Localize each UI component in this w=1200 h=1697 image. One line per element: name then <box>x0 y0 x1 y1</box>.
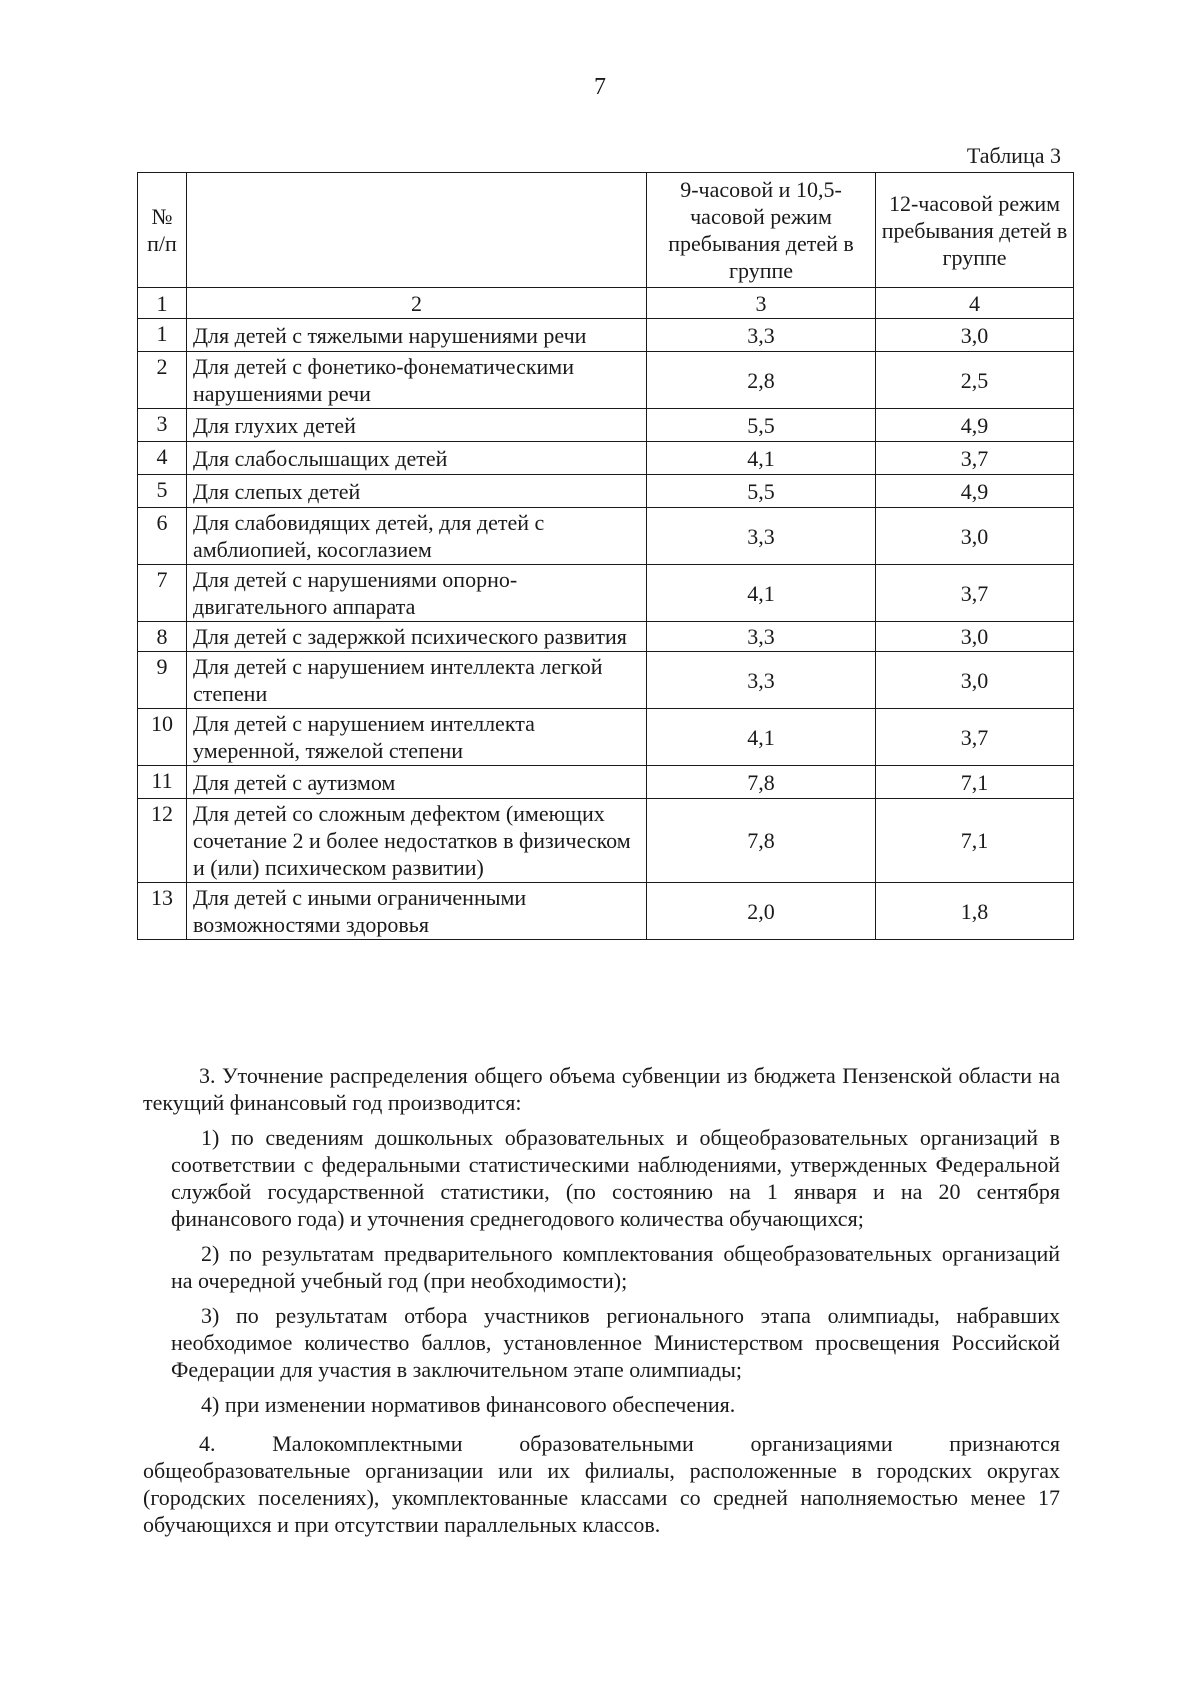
row-name: Для детей с задержкой психического развития <box>187 622 647 652</box>
row-name: Для детей с иными ограниченными возможностями здоровья <box>187 883 647 940</box>
row-value-9h: 3,3 <box>647 508 876 565</box>
row-number: 6 <box>138 508 187 565</box>
row-number: 13 <box>138 883 187 940</box>
header-name <box>187 173 647 288</box>
row-value-12h: 3,0 <box>876 622 1074 652</box>
row-name: Для детей с нарушением интеллекта умеренной, тяжелой степени <box>187 709 647 766</box>
column-number: 3 <box>647 288 876 319</box>
paragraph-4: 4. Малокомплектными образовательными организациями признаются общеобразовательные организации или их филиалы, расположенные в городских округах (городских поселениях), укомплектованные классами со средней наполняемостью менее 17 обучающихся и при отсутствии параллельных классов. <box>143 1431 1060 1537</box>
column-number: 2 <box>187 288 647 319</box>
table-row <box>138 352 1074 409</box>
row-name: Для слабовидящих детей, для детей с амблиопией, косоглазием <box>187 508 647 565</box>
column-numbers-row <box>138 288 1074 319</box>
header-col4: 12-часовой режим пребывания детей в группе <box>876 173 1074 288</box>
row-value-12h: 2,5 <box>876 352 1074 409</box>
row-number: 4 <box>138 442 187 475</box>
row-value-9h: 4,1 <box>647 709 876 766</box>
row-number: 8 <box>138 622 187 652</box>
table-row <box>138 883 1074 940</box>
column-number: 4 <box>876 288 1074 319</box>
row-number: 7 <box>138 565 187 622</box>
row-value-12h: 7,1 <box>876 799 1074 883</box>
row-value-9h: 3,3 <box>647 622 876 652</box>
row-number: 11 <box>138 766 187 799</box>
row-value-9h: 2,0 <box>647 883 876 940</box>
row-value-12h: 7,1 <box>876 766 1074 799</box>
page-number: 7 <box>594 74 606 100</box>
row-name: Для детей с аутизмом <box>187 766 647 799</box>
table-row <box>138 709 1074 766</box>
row-value-12h: 3,7 <box>876 442 1074 475</box>
table-row <box>138 766 1074 799</box>
row-value-12h: 3,7 <box>876 565 1074 622</box>
row-name: Для детей с тяжелыми нарушениями речи <box>187 319 647 352</box>
row-name: Для глухих детей <box>187 409 647 442</box>
table-header-row <box>138 173 1074 288</box>
row-number: 2 <box>138 352 187 409</box>
paragraph-3: 3. Уточнение распределения общего объема субвенции из бюджета Пензенской области на текущий финансовый год производится: <box>143 1063 1060 1115</box>
row-value-9h: 3,3 <box>647 652 876 709</box>
header-num: № п/п <box>138 173 187 288</box>
list-item-4: 4) при изменении нормативов финансового обеспечения. <box>201 1392 736 1417</box>
row-number: 3 <box>138 409 187 442</box>
row-name: Для детей со сложным дефектом (имеющих сочетание 2 и более недостатков в физическом и (или) психическом развитии) <box>187 799 647 883</box>
row-number: 5 <box>138 475 187 508</box>
list-item-2: 2) по результатам предварительного комплектования общеобразовательных организаций на очередной учебный год (при необходимости); <box>171 1241 1060 1293</box>
header-col3: 9-часовой и 10,5-часовой режим пребывания детей в группе <box>647 173 876 288</box>
row-value-12h: 1,8 <box>876 883 1074 940</box>
list-item-1: 1) по сведениям дошкольных образовательных и общеобразовательных организаций в соответствии с федеральными статистическими наблюдениями, утвержденных Федеральной службой государственной статистики, (по состоянию на 1 января и на 20 сентября финансового года) и уточнения среднегодового количества обучающихся; <box>171 1125 1060 1231</box>
row-name: Для слабослышащих детей <box>187 442 647 475</box>
row-value-9h: 5,5 <box>647 475 876 508</box>
row-value-12h: 4,9 <box>876 409 1074 442</box>
table-row <box>138 442 1074 475</box>
norms-table <box>137 172 1074 940</box>
row-name: Для слепых детей <box>187 475 647 508</box>
row-value-12h: 3,0 <box>876 319 1074 352</box>
row-value-9h: 3,3 <box>647 319 876 352</box>
table-row <box>138 409 1074 442</box>
row-value-9h: 4,1 <box>647 442 876 475</box>
row-value-9h: 5,5 <box>647 409 876 442</box>
row-value-9h: 7,8 <box>647 799 876 883</box>
table-row <box>138 475 1074 508</box>
table-row <box>138 319 1074 352</box>
row-number: 9 <box>138 652 187 709</box>
row-number: 1 <box>138 319 187 352</box>
table-row <box>138 622 1074 652</box>
row-value-9h: 7,8 <box>647 766 876 799</box>
row-number: 10 <box>138 709 187 766</box>
row-value-9h: 2,8 <box>647 352 876 409</box>
row-value-12h: 3,0 <box>876 508 1074 565</box>
row-value-12h: 3,7 <box>876 709 1074 766</box>
table-row <box>138 799 1074 883</box>
row-name: Для детей с нарушениями опорно-двигательного аппарата <box>187 565 647 622</box>
row-value-12h: 3,0 <box>876 652 1074 709</box>
row-name: Для детей с нарушением интеллекта легкой степени <box>187 652 647 709</box>
list-item-3: 3) по результатам отбора участников регионального этапа олимпиады, набравших необходимое количество баллов, установленное Министерством просвещения Российской Федерации для участия в заключительном этапе олимпиады; <box>171 1303 1060 1382</box>
column-number: 1 <box>138 288 187 319</box>
table-row <box>138 565 1074 622</box>
row-number: 12 <box>138 799 187 883</box>
body-text <box>143 1062 1060 1546</box>
table-row <box>138 508 1074 565</box>
row-value-9h: 4,1 <box>647 565 876 622</box>
table-row <box>138 652 1074 709</box>
table-caption: Таблица 3 <box>966 143 1061 168</box>
row-value-12h: 4,9 <box>876 475 1074 508</box>
row-name: Для детей с фонетико-фонематическими нарушениями речи <box>187 352 647 409</box>
